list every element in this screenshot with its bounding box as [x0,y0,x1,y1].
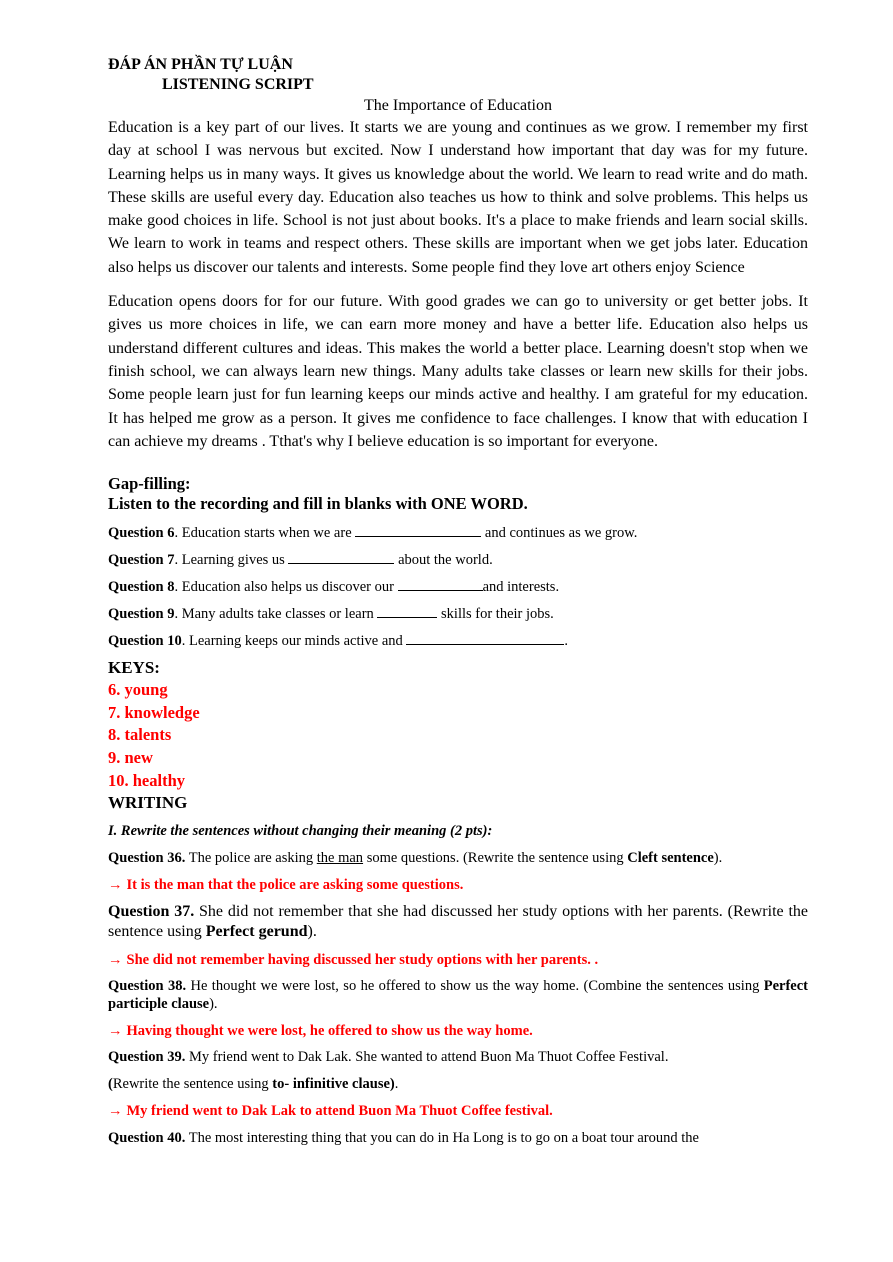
question-text: . Many adults take classes or learn [174,606,378,623]
answer-sheet [108,55,808,1147]
arrow-right-icon: → [108,1103,123,1120]
answer-blank[interactable] [377,604,437,618]
question-label: Question 40. [108,1130,186,1147]
answer-text: She did not remember having discussed her study options with her parents. . [126,952,599,969]
key-8: 8. talents [108,725,172,745]
script-paragraph-1: Education is a key part of our lives. It starts we are young and continues as we grow. I remember my first day at school I was nervous but excited. Now I understand how important that day was for my future. Learning helps us in many ways. It gives us knowledge about the world. We learn to read write and do math. These skills are useful every day. Education also teaches us how to think and solve problems. This helps us make good choices in life. School is not just about books. It's a place to make friends and learn social skills. We learn to work in teams and respect others. These skills are important when we get jobs later. Education also helps us discover our talents and interests. Some people find they love art others enjoy Science [108,119,808,276]
question-36 [108,849,808,867]
question-text: . Learning gives us [174,552,289,569]
question-label: Question 38. [108,978,187,995]
script-paragraph-2: Education opens doors for for our future. With good grades we can go to university or get better jobs. It gives us more choices in life, we can earn more money and have a better life. Education also helps us understand different cultures and ideas. This makes the world a better place. Learning doesn't stop when we finish school, we can always learn new things. Many adults take classes or learn new skills for their jobs. Some people learn just for fun learning keeps our minds active and healthy. I am grateful for my education. It has helped me grow as a person. It gives me confidence to face challenges. I know that with education I can achieve my dreams . Tthat's why I believe education is so important for everyone. [108,293,808,450]
question-39-instruction [108,1075,808,1093]
bracket: ( [108,1076,113,1093]
key-9: 9. new [108,747,153,767]
question-10 [108,631,808,651]
key-10: 10. healthy [108,770,186,790]
question-label: Question 39. [108,1049,186,1066]
answer-blank[interactable] [355,523,481,537]
question-37 [108,902,808,942]
question-text: ). [209,996,218,1013]
question-text: My friend went to Dak Lak. She wanted to attend Buon Ma Thuot Coffee Festival. [185,1049,669,1066]
answer-blank[interactable] [398,577,483,591]
grammar-term: to- infinitive clause) [272,1076,395,1093]
answer-37 [108,951,808,969]
question-label: Question 7 [108,552,175,569]
question-7 [108,550,808,570]
question-label: Question 37. [108,903,195,921]
answer-title: ĐÁP ÁN PHẦN TỰ LUẬN [108,56,293,73]
question-text: He thought we were lost, so he offered to show us the way home. (Combine the sentences using [186,978,764,995]
question-text: ). [307,923,317,941]
question-label: Question 10 [108,633,182,650]
answer-text: It is the man that the police are asking some questions. [126,877,464,894]
question-6 [108,523,808,543]
question-9 [108,604,808,624]
question-text: skills for their jobs. [437,606,554,623]
gap-filling-instruction: Listen to the recording and fill in blanks with ONE WORD. [108,494,528,514]
underlined-phrase: the man [316,850,364,867]
question-text: and interests. [482,579,560,596]
question-38 [108,977,808,1013]
writing-heading: WRITING [108,793,188,813]
question-text: about the world. [394,552,493,569]
question-label: Question 36. [108,850,186,867]
listening-script-heading: LISTENING SCRIPT [162,76,314,93]
grammar-term: Cleft sentence [627,850,714,867]
writing-instruction: I. Rewrite the sentences without changing their meaning (2 pts): [108,823,493,840]
question-text: . Education also helps us discover our [174,579,398,596]
question-label: Question 6 [108,525,175,542]
question-text: and continues as we grow. [481,525,638,542]
gap-filling-heading: Gap-filling: [108,474,191,494]
question-8 [108,577,808,597]
key-6: 6. young [108,680,168,700]
grammar-term: Perfect participle clause [108,978,808,1013]
keys-heading: KEYS: [108,658,160,678]
answer-39 [108,1102,808,1120]
key-7: 7. knowledge [108,702,200,722]
arrow-right-icon: → [108,952,123,969]
question-text: some questions. (Rewrite the sentence using [363,850,628,867]
question-text: The most interesting thing that you can do in Ha Long is to go on a boat tour around the [185,1130,699,1147]
answer-blank[interactable] [406,631,564,645]
question-text: She did not remember that she had discussed her study options with her parents. (Rewrite the sentence using [108,903,808,941]
question-text: Rewrite the sentence using [112,1076,273,1093]
arrow-right-icon: → [108,877,123,894]
question-text: . [564,633,569,650]
script-title: The Importance of Education [364,97,552,114]
question-text: The police are asking [185,850,317,867]
question-40 [108,1129,808,1147]
question-text: . [394,1076,399,1093]
answer-38 [108,1022,808,1040]
question-label: Question 8 [108,579,175,596]
question-text: . Education starts when we are [174,525,356,542]
question-text: . Learning keeps our minds active and [181,633,407,650]
question-text: ). [713,850,723,867]
answer-blank[interactable] [288,550,394,564]
grammar-term: Perfect gerund [205,923,308,941]
answer-36 [108,876,808,894]
answer-text: Having thought we were lost, he offered to show us the way home. [126,1023,533,1040]
answer-text: My friend went to Dak Lak to attend Buon Ma Thuot Coffee festival. [126,1103,553,1120]
arrow-right-icon: → [108,1023,123,1040]
question-label: Question 9 [108,606,175,623]
question-39 [108,1048,808,1066]
